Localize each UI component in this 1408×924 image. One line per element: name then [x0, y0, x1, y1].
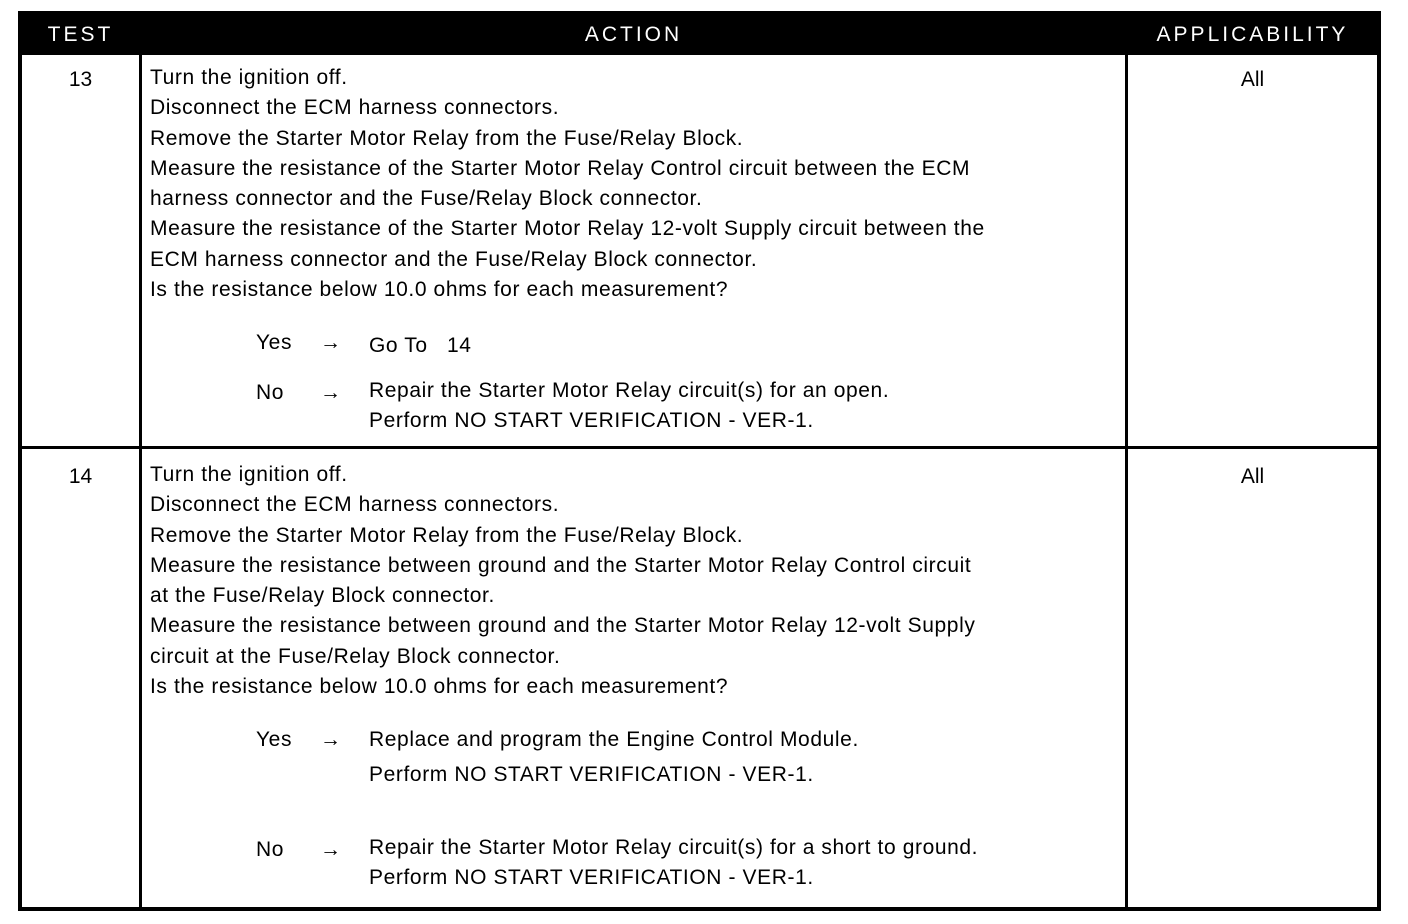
action-line: Turn the ignition off.	[150, 463, 348, 486]
diagnostic-table	[18, 11, 1381, 911]
yes-label-13: Yes	[256, 331, 293, 354]
action-line: Is the resistance below 10.0 ohms for each measurement?	[150, 278, 729, 302]
action-steps-13	[150, 63, 1130, 305]
action-line: Remove the Starter Motor Relay from the Fuse/Relay Block.	[150, 126, 744, 150]
action-line: Measure the resistance of the Starter Motor Relay Control circuit between the ECM	[150, 156, 971, 180]
row-divider	[22, 446, 1377, 449]
action-line: Measure the resistance of the Starter Motor Relay 12-volt Supply circuit between the	[150, 217, 985, 241]
yes-result-13: Go To 14	[369, 334, 472, 357]
no-result-line: Perform NO START VERIFICATION - VER-1.	[369, 866, 814, 890]
no-label-14: No	[256, 838, 285, 861]
header-applicability: APPLICABILITY	[1156, 23, 1349, 46]
no-label-13: No	[256, 381, 285, 404]
action-line: Remove the Starter Motor Relay from the Fuse/Relay Block.	[150, 523, 744, 547]
no-arrow-icon-13: →	[320, 381, 342, 404]
applicability-13: All	[1240, 68, 1265, 91]
yes-arrow-icon-13: →	[320, 331, 342, 354]
action-line: ECM harness connector and the Fuse/Relay Block connector.	[150, 247, 758, 271]
no-result-line: Perform NO START VERIFICATION - VER-1.	[369, 409, 814, 433]
header-test: TEST	[47, 23, 114, 46]
yes-arrow-icon-14: →	[320, 728, 342, 751]
yes-label-14: Yes	[256, 728, 293, 751]
action-line: Measure the resistance between ground and the Starter Motor Relay 12-volt Supply	[150, 614, 976, 638]
action-line: Is the resistance below 10.0 ohms for each measurement?	[150, 675, 729, 699]
yes-result-line: Replace and program the Engine Control Module.	[369, 728, 859, 751]
no-result-14	[369, 833, 978, 894]
no-arrow-icon-14: →	[320, 838, 342, 861]
table-header	[22, 15, 1377, 55]
test-number-13: 13	[68, 68, 93, 91]
yes-result-line: Perform NO START VERIFICATION - VER-1.	[369, 762, 814, 786]
action-line: at the Fuse/Relay Block connector.	[150, 584, 495, 608]
no-result-line: Repair the Starter Motor Relay circuit(s) for a short to ground.	[369, 836, 979, 859]
action-line: circuit at the Fuse/Relay Block connector.	[150, 644, 561, 668]
yes-result-14	[369, 723, 859, 792]
no-result-13	[369, 376, 889, 437]
test-number-14: 14	[68, 465, 93, 488]
applicability-14: All	[1240, 465, 1265, 488]
action-line: Disconnect the ECM harness connectors.	[150, 96, 560, 120]
action-line: Measure the resistance between ground and the Starter Motor Relay Control circuit	[150, 553, 972, 577]
header-action: ACTION	[584, 23, 683, 46]
action-line: Disconnect the ECM harness connectors.	[150, 493, 560, 517]
action-steps-14	[150, 460, 1130, 702]
action-line: harness connector and the Fuse/Relay Block connector.	[150, 187, 703, 211]
column-divider-test	[139, 55, 142, 907]
action-line: Turn the ignition off.	[150, 66, 348, 89]
no-result-line: Repair the Starter Motor Relay circuit(s) for an open.	[369, 379, 890, 402]
